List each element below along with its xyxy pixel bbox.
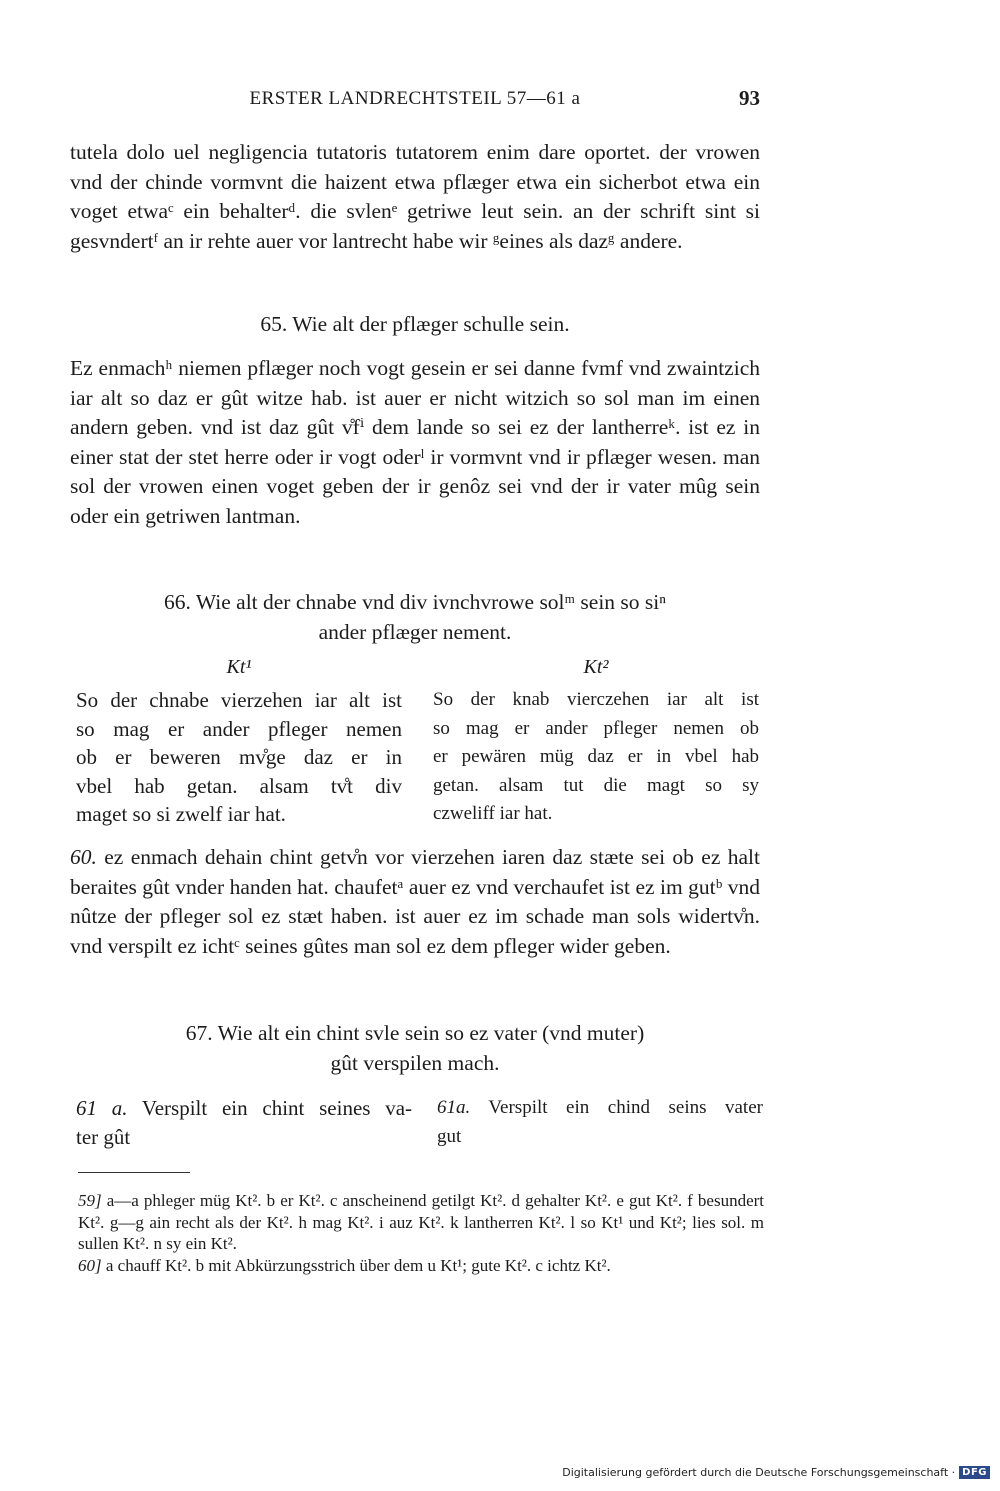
dfg-logo: DFG [959,1466,990,1479]
heading-line-2: gût verspilen mach. [330,1050,500,1075]
section-66-heading [70,588,760,647]
column-line: ob er beweren mv̊ge daz er in [76,745,402,769]
section-65-heading [70,310,760,340]
intro-paragraph [70,138,760,256]
column-left-siglum: Kt¹ [226,656,252,678]
footnote-text: a chauff Kt². b mit Abkürzungsstrich über dem u Kt¹; gute Kt². c ichtz Kt². [105,1255,611,1275]
section-60-text: ez enmach dehain chint getv̊n vor vierzehen iaren daz stæte sei ob ez halt beraites gût vnder handen hat. chaufetᵃ auer ez vnd verchaufet ist ez im gutᵇ vnd nûtze der pfleger sol ez stæt haben. ist auer ez im schade man sols widertv̊n. vnd verspilt ez ichtᶜ seines gûtes man sol ez dem pfleger wider geben. [70,845,760,958]
heading-line-2: ander pflæger nement. [318,619,512,644]
article-number: 61 a. [76,1096,128,1120]
column-line: so mag er ander pfleger nemen [76,716,402,741]
credit-text: Digitalisierung gefördert durch die Deutsche Forschungsgemeinschaft · [562,1466,956,1479]
column-line: so mag er ander pfleger nemen ob [433,717,759,739]
column-line: czweliff iar hat. [433,803,553,824]
column-line [76,1094,412,1123]
column-line-text: Verspilt ein chint seines va- [141,1096,413,1120]
footnote-label: 60] [78,1255,102,1275]
column-line-text: Verspilt ein chind seins vater [488,1097,763,1118]
column-line: vbel hab getan. alsam tv̊t div [76,773,402,798]
section-67-heading [70,1019,760,1078]
footnote-divider [78,1172,190,1173]
article-number: 61a. [437,1097,471,1118]
column-right-siglum: Kt² [583,656,609,678]
heading-line: 65. Wie alt der pflæger schulle sein. [260,312,570,336]
page-header [70,88,760,118]
footnote-label: 59] [78,1191,102,1210]
column-line [437,1094,763,1123]
column-line: er pewären müg daz er in vbel hab [433,746,759,767]
column-line: getan. alsam tut die magt so sy [433,774,759,796]
column-line: ter gût [76,1124,131,1149]
column-line: gut [437,1125,462,1147]
section-67-left-column [76,1094,412,1151]
section-65-text: Ez enmachʰ niemen pflæger noch vogt gesein er sei danne fvmf vnd zwaintzich iar alt so daz er gût witze hab. ist auer er nicht witzich so sol man im einen andern geben. vnd ist daz gût v̊fⁱ dem lande so sei ez der lantherreᵏ. ist ez in einer stat der stet herre oder ir vogt oderˡ ir vormvnt vnd ir pflæger wesen. man sol der vrowen einen voget geben der ir genôz sei vnd der ir vater mûg sein oder ein getriwen lantman. [70,356,760,528]
footnote-59 [78,1190,764,1255]
footnotes [78,1190,764,1276]
column-line: So der chnabe vierzehen iar alt ist [76,688,402,712]
section-67-right-column [437,1094,763,1151]
running-title: ERSTER LANDRECHTSTEIL 57—61 a [249,88,581,109]
page-number: 93 [739,86,760,110]
heading-line-1: 67. Wie alt ein chint svle sein so ez vater (vnd muter) [185,1021,645,1045]
section-60-number: 60. [70,845,97,869]
intro-text: tutela dolo uel negligencia tutatoris tutatorem enim dare oportet. der vrowen vnd der chinde vormvnt die haizent etwa pflæger etwa ein sicherbot etwa ein voget etwaᶜ ein behalterᵈ. die svlenᵉ getriwe leut sein. an der schrift sint si gesvndertᶠ an ir rehte auer vor lantrecht habe wir ᵍeines als dazᵍ andere. [70,140,760,253]
heading-line-1: 66. Wie alt der chnabe vnd div ivnchvrowe solᵐ sein so siⁿ [163,590,667,614]
footnote-text: a—a phleger müg Kt². b er Kt². c anscheinend getilgt Kt². d gehalter Kt². e gut Kt². f besundert Kt². g—g ain recht als der Kt². h mag Kt². i auz Kt². k lantherren Kt². l so Kt¹ und Kt²; lies sol. m sullen Kt². n sy ein Kt². [78,1191,765,1253]
section-60-body [70,843,760,961]
column-left-text [76,686,402,829]
column-line: maget so si zwelf iar hat. [76,802,286,826]
section-65-body [70,354,760,531]
column-right-text [433,686,759,829]
footnote-60 [78,1255,764,1277]
column-line: So der knab vierczehen iar alt ist [433,689,759,710]
digitization-credit [562,1466,990,1479]
